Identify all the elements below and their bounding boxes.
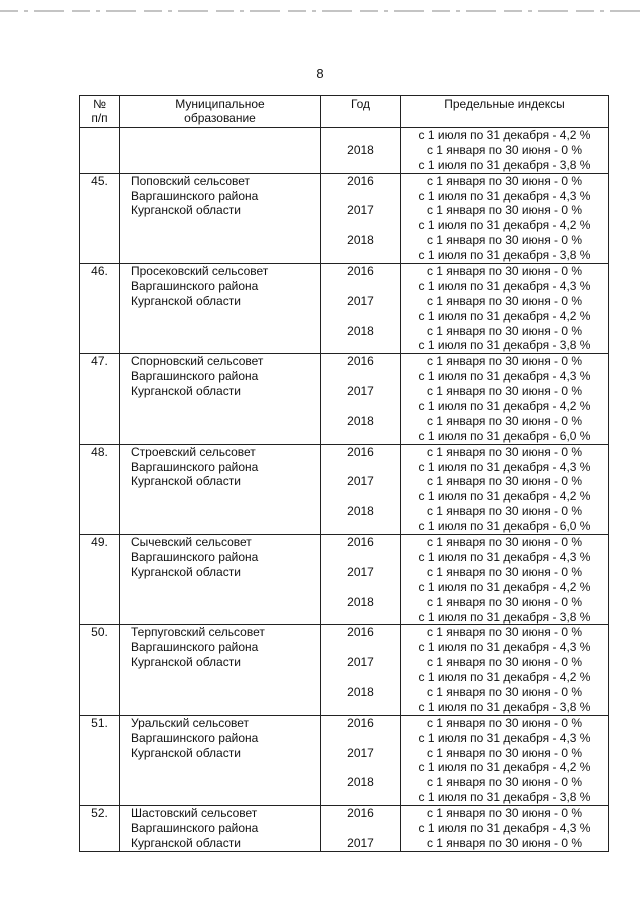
table-row: [80, 173, 609, 263]
row-number: 46.: [80, 264, 120, 354]
municipality-cell: [120, 444, 321, 534]
row-number: 47.: [80, 354, 120, 444]
year-line: [321, 338, 400, 353]
year-line: [321, 460, 400, 475]
year-line: 2017: [347, 655, 374, 670]
year-line: 2017: [347, 203, 374, 218]
index-line: с 1 января по 30 июня - 0 %: [426, 233, 583, 248]
table-row: [80, 264, 609, 354]
indices-cell: [401, 444, 609, 534]
indices-cell: [401, 173, 609, 263]
municipality-cell: [120, 354, 321, 444]
index-line: с 1 января по 30 июня - 0 %: [426, 655, 583, 670]
year-line: [321, 489, 400, 504]
year-line: [321, 550, 400, 565]
index-line: с 1 июля по 31 декабря - 4,2 %: [418, 760, 591, 775]
municipality-cell: [120, 173, 321, 263]
municipality-line: Курганской области: [131, 835, 241, 850]
index-line: с 1 января по 30 июня - 0 %: [426, 474, 583, 489]
index-line: с 1 июля по 31 декабря - 4,3 %: [418, 278, 591, 293]
municipality-line: Курганской области: [131, 745, 241, 760]
municipality-line: Спорновский сельсовет: [131, 354, 264, 369]
header-no: № п/п: [80, 96, 120, 128]
indices-cell: [401, 264, 609, 354]
year-line: 2018: [347, 233, 374, 248]
index-line: с 1 июля по 31 декабря - 4,2 %: [418, 218, 591, 233]
year-line: 2016: [347, 715, 374, 730]
index-line: с 1 января по 30 июня - 0 %: [426, 354, 583, 369]
row-number: 52.: [80, 806, 120, 852]
index-line: с 1 июля по 31 декабря - 3,8 %: [418, 790, 591, 805]
municipality-line: Просековский сельсовет: [131, 264, 269, 279]
municipality-line: Варгашинского района: [131, 188, 259, 203]
municipality-line: Варгашинского района: [131, 278, 259, 293]
index-line: с 1 января по 30 июня - 0 %: [426, 564, 583, 579]
index-line: с 1 июля по 31 декабря - 4,3 %: [418, 549, 591, 564]
municipality-cell: [120, 625, 321, 715]
year-line: 2016: [347, 535, 374, 550]
table-row: [80, 625, 609, 715]
table-body: [80, 128, 609, 852]
index-line: с 1 июля по 31 декабря - 3,8 %: [418, 338, 591, 353]
index-line: с 1 июля по 31 декабря - 4,2 %: [418, 670, 591, 685]
year-line: 2018: [347, 504, 374, 519]
municipality-line: Курганской области: [131, 293, 241, 308]
index-line: с 1 июля по 31 декабря - 4,2 %: [418, 399, 591, 414]
indices-cell: [401, 806, 609, 852]
year-line: [321, 279, 400, 294]
indices-cell: [401, 625, 609, 715]
header-year: Год: [321, 96, 401, 128]
year-cell: [321, 354, 401, 444]
year-line: 2017: [347, 745, 374, 760]
year-line: 2017: [347, 293, 374, 308]
year-cell: [321, 625, 401, 715]
index-line: с 1 января по 30 июня - 0 %: [426, 293, 583, 308]
year-line: 2016: [347, 354, 374, 369]
year-line: [321, 309, 400, 324]
year-line: 2017: [347, 564, 374, 579]
year-line: 2017: [347, 384, 374, 399]
year-line: [321, 610, 400, 625]
row-number: 51.: [80, 715, 120, 805]
municipality-line: Варгашинского района: [131, 640, 259, 655]
index-line: с 1 июля по 31 декабря - 4,3 %: [418, 188, 591, 203]
municipality-line: Курганской области: [131, 655, 241, 670]
header-indices: Предельные индексы: [401, 96, 609, 128]
municipality-line: Варгашинского района: [131, 369, 259, 384]
index-line: с 1 января по 30 июня - 0 %: [426, 203, 583, 218]
row-number: 50.: [80, 625, 120, 715]
row-number: 45.: [80, 173, 120, 263]
year-line: 2016: [347, 173, 374, 188]
year-line: 2016: [347, 625, 374, 640]
index-line: с 1 января по 30 июня - 0 %: [426, 806, 583, 821]
year-line: [321, 369, 400, 384]
table-row: [80, 806, 609, 852]
index-line: с 1 января по 30 июня - 0 %: [426, 173, 583, 188]
index-line: с 1 января по 30 июня - 0 %: [426, 444, 583, 459]
year-line: [321, 189, 400, 204]
municipality-line: Уральский сельсовет: [131, 715, 250, 730]
index-line: с 1 января по 30 июня - 0 %: [426, 594, 583, 609]
index-line: с 1 июля по 31 декабря - 4,3 %: [418, 730, 591, 745]
year-cell: [321, 535, 401, 625]
index-line: с 1 января по 30 июня - 0 %: [426, 264, 583, 279]
index-line: с 1 января по 30 июня - 0 %: [426, 835, 583, 850]
year-line: 2018: [347, 684, 374, 699]
year-cell: [321, 806, 401, 852]
indices-cell: [401, 715, 609, 805]
table-row: [80, 715, 609, 805]
municipality-line: Строевский сельсовет: [131, 444, 256, 459]
table-header-row: [80, 96, 609, 128]
municipality-line: Варгашинского района: [131, 549, 259, 564]
year-line: [321, 399, 400, 414]
year-cell: [321, 173, 401, 263]
index-line: с 1 июля по 31 декабря - 4,3 %: [418, 820, 591, 835]
municipality-cell: [120, 715, 321, 805]
index-line: с 1 июля по 31 декабря - 4,2 %: [418, 579, 591, 594]
municipality-cell: [120, 535, 321, 625]
year-line: [321, 821, 400, 836]
index-line: с 1 июля по 31 декабря - 3,8 %: [418, 699, 591, 714]
index-line: с 1 июля по 31 декабря - 4,2 %: [418, 489, 591, 504]
municipality-line: Курганской области: [131, 564, 241, 579]
indices-table: [79, 95, 609, 852]
year-line: 2018: [347, 413, 374, 428]
year-cell: [321, 715, 401, 805]
row-number: 49.: [80, 535, 120, 625]
index-line: с 1 июля по 31 декабря - 4,3 %: [418, 459, 591, 474]
index-line: с 1 января по 30 июня - 0 %: [426, 715, 583, 730]
municipality-line: Сычевский сельсовет: [131, 535, 252, 550]
year-line: 2016: [347, 806, 374, 821]
year-cell: [321, 264, 401, 354]
year-line: [321, 790, 400, 805]
municipality-line: Терпуговский сельсовет: [131, 625, 265, 640]
index-line: с 1 июля по 31 декабря - 4,3 %: [418, 369, 591, 384]
year-line: [321, 760, 400, 775]
year-line: [321, 519, 400, 534]
municipality-line: Курганской области: [131, 384, 241, 399]
year-cell: 2018: [321, 128, 401, 174]
year-line: [321, 670, 400, 685]
index-line: с 1 июля по 31 декабря - 4,3 %: [418, 640, 591, 655]
index-line: с 1 января по 30 июня - 0 %: [426, 504, 583, 519]
indices-cell: [401, 354, 609, 444]
year-line: 2017: [347, 835, 374, 850]
indices-cell: [401, 535, 609, 625]
index-line: с 1 января по 30 июня - 0 %: [426, 775, 583, 790]
row-number: 48.: [80, 444, 120, 534]
continuation-row: [80, 128, 609, 174]
municipality-line: Варгашинского района: [131, 820, 259, 835]
year-line: [321, 218, 400, 233]
table-row: [80, 354, 609, 444]
year-line: [321, 640, 400, 655]
municipality-line: Варгашинского района: [131, 459, 259, 474]
year-line: 2018: [347, 775, 374, 790]
municipality-cell: [120, 264, 321, 354]
year-line: [321, 248, 400, 263]
index-line: с 1 января по 30 июня - 0 %: [426, 535, 583, 550]
year-line: 2018: [347, 594, 374, 609]
year-line: [321, 580, 400, 595]
row-number: [80, 128, 120, 174]
year-line: 2016: [347, 444, 374, 459]
year-line: [321, 731, 400, 746]
index-line: с 1 января по 30 июня - 0 %: [426, 745, 583, 760]
index-line: с 1 января по 30 июня - 0 %: [426, 384, 583, 399]
table-row: [80, 444, 609, 534]
municipality-line: Курганской области: [131, 203, 241, 218]
municipality-cell: [120, 128, 321, 174]
year-line: 2016: [347, 264, 374, 279]
year-line: [321, 700, 400, 715]
scan-top-rule: [0, 10, 640, 12]
municipality-line: Курганской области: [131, 474, 241, 489]
year-line: 2018: [347, 323, 374, 338]
header-municipality: Муниципальное образование: [120, 96, 321, 128]
municipality-cell: [120, 806, 321, 852]
index-line: с 1 января по 30 июня - 0 %: [426, 413, 583, 428]
page-number: 8: [316, 66, 324, 81]
municipality-line: Варгашинского района: [131, 730, 259, 745]
municipality-line: Шастовский сельсовет: [131, 806, 258, 821]
year-line: [321, 429, 400, 444]
index-line: с 1 января по 30 июня - 0 %: [426, 684, 583, 699]
index-line: с 1 июля по 31 декабря - 3,8 %: [418, 609, 591, 624]
index-line: с 1 июля по 31 декабря - 4,2 %: [418, 308, 591, 323]
index-line: с 1 июля по 31 декабря - 3,8 %: [418, 248, 591, 263]
municipality-line: Поповский сельсовет: [131, 173, 251, 188]
index-line: с 1 января по 30 июня - 0 %: [426, 323, 583, 338]
year-cell: [321, 444, 401, 534]
table-row: [80, 535, 609, 625]
indices-cell: с 1 июля по 31 декабря - 4,2 % с 1 января по 30 июня - 0 % с 1 июля по 31 декабря - 3,8 %: [401, 128, 609, 174]
index-line: с 1 июля по 31 декабря - 6,0 %: [418, 519, 591, 534]
index-line: с 1 января по 30 июня - 0 %: [426, 625, 583, 640]
year-line: 2017: [347, 474, 374, 489]
index-line: с 1 июля по 31 декабря - 6,0 %: [418, 428, 591, 443]
